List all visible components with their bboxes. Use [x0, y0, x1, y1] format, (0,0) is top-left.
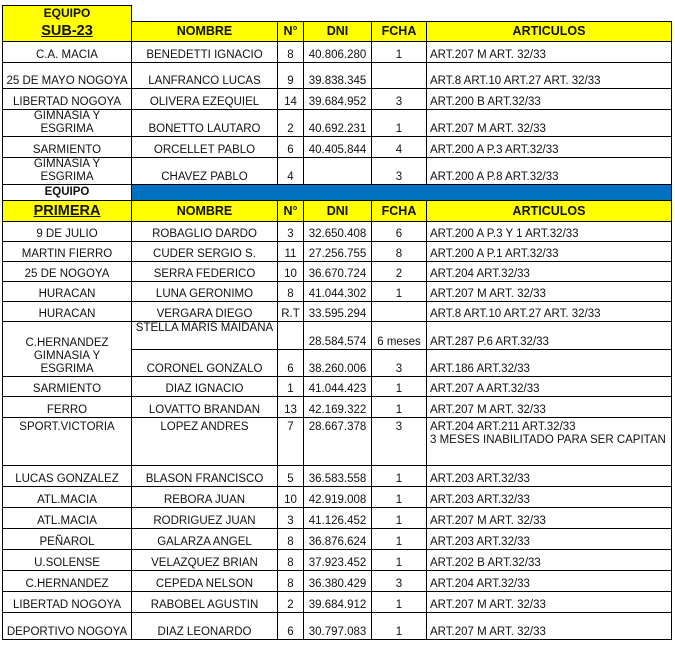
table-row — [3, 592, 672, 613]
club-cell: DEPORTIVO NOGOYA — [3, 613, 132, 640]
fcha-cell: 1 — [372, 592, 427, 613]
num-cell: 10 — [278, 262, 304, 282]
art-cell: ART.202 B ART.32/33 — [427, 550, 672, 571]
fcha-cell — [372, 63, 427, 89]
club-cell: GIMNASIA Y ESGRIMA — [3, 110, 132, 137]
nombre-cell: BENEDETTI IGNACIO — [132, 42, 278, 63]
nombre-cell: RABOBEL AGUSTIN — [132, 592, 278, 613]
art-cell: ART.207 M ART. 32/33 — [427, 508, 672, 529]
art-cell: ART.207 A ART.32/33 — [427, 377, 672, 397]
art-cell: ART.200 A P.3 ART.32/33 — [427, 137, 672, 158]
dni-cell: 41.044.423 — [304, 377, 372, 397]
art-cell: ART.203 ART.32/33 — [427, 529, 672, 550]
fcha-cell: 4 — [372, 137, 427, 158]
nombre-cell: LOVATTO BRANDAN — [132, 397, 278, 418]
art-cell: ART.203 ART.32/33 — [427, 466, 672, 487]
num-cell: 8 — [278, 529, 304, 550]
num-cell: 6 — [278, 350, 304, 377]
num-cell: 7 — [278, 418, 304, 466]
num-cell: 3 — [278, 222, 304, 242]
art-cell: ART.207 M ART. 32/33 — [427, 613, 672, 640]
num-cell: 6 — [278, 613, 304, 640]
art-cell: ART.207 M ART. 32/33 — [427, 592, 672, 613]
club-cell: ATL.MACIA — [3, 487, 132, 508]
sub23-header-fcha: FCHA — [372, 22, 427, 42]
sub23-header-dni: DNI — [304, 22, 372, 42]
num-cell: 11 — [278, 242, 304, 262]
fcha-cell: 1 — [372, 613, 427, 640]
fcha-cell: 6 — [372, 222, 427, 242]
nombre-cell: GALARZA ANGEL — [132, 529, 278, 550]
dni-cell — [304, 158, 372, 185]
fcha-cell: 1 — [372, 110, 427, 137]
primera-header-num: N° — [278, 201, 304, 222]
table-row — [3, 418, 672, 466]
primera-section-title: PRIMERA — [3, 201, 132, 222]
art-cell: ART.207 M ART. 32/33 — [427, 397, 672, 418]
fcha-cell: 3 — [372, 418, 427, 466]
dni-cell: 42.919.008 — [304, 487, 372, 508]
fcha-cell: 1 — [372, 508, 427, 529]
dni-cell: 41.044.302 — [304, 282, 372, 302]
art-cell — [427, 418, 672, 466]
art-cell: ART.204 ART.32/33 — [427, 262, 672, 282]
nombre-cell: CHAVEZ PABLO — [132, 158, 278, 185]
dni-cell: 37.923.452 — [304, 550, 372, 571]
num-cell: 8 — [278, 571, 304, 592]
sub23-header-nombre: NOMBRE — [132, 22, 278, 42]
table-row — [3, 242, 672, 262]
num-cell: 13 — [278, 397, 304, 418]
num-cell: 1 — [278, 377, 304, 397]
dni-cell: 39.684.912 — [304, 592, 372, 613]
table-row — [3, 110, 672, 137]
club-cell: C.A. MACIA — [3, 42, 132, 63]
art-cell: ART.204 ART.32/33 — [427, 571, 672, 592]
nombre-cell: VERGARA DIEGO — [132, 302, 278, 322]
table-row — [3, 282, 672, 302]
sub23-equipo-label: EQUIPO — [3, 6, 132, 22]
table-row — [3, 222, 672, 242]
sub23-equipo-row — [3, 6, 672, 22]
table-row — [3, 397, 672, 418]
table-row — [3, 529, 672, 550]
primera-header-row — [3, 201, 672, 222]
table-row — [3, 302, 672, 322]
art-cell: ART.207 M ART. 32/33 — [427, 42, 672, 63]
club-cell: FERRO — [3, 397, 132, 418]
club-cell: C.HERNANDEZ — [3, 571, 132, 592]
dni-cell: 36.583.558 — [304, 466, 372, 487]
table-row — [3, 377, 672, 397]
club-cell: ATL.MACIA — [3, 508, 132, 529]
club-cell: SARMIENTO — [3, 377, 132, 397]
art-cell: ART.200 A P.8 ART.32/33 — [427, 158, 672, 185]
nombre-cell: ORCELLET PABLO — [132, 137, 278, 158]
fcha-cell: 3 — [372, 350, 427, 377]
art-cell: ART.186 ART.32/33 — [427, 350, 672, 377]
fcha-cell: 8 — [372, 242, 427, 262]
dni-cell: 36.670.724 — [304, 262, 372, 282]
num-cell: 6 — [278, 137, 304, 158]
fcha-cell: 1 — [372, 466, 427, 487]
nombre-cell: STELLA MARIS MAIDANA — [132, 322, 278, 350]
nombre-cell: CEPEDA NELSON — [132, 571, 278, 592]
nombre-cell: BONETTO LAUTARO — [132, 110, 278, 137]
dni-cell: 38.260.006 — [304, 350, 372, 377]
club-cell: 25 DE NOGOYA — [3, 262, 132, 282]
nombre-cell: CUDER SERGIO S. — [132, 242, 278, 262]
art-cell: ART.203 ART.32/33 — [427, 487, 672, 508]
club-cell: LUCAS GONZALEZ — [3, 466, 132, 487]
num-cell: 8 — [278, 42, 304, 63]
club-cell: LIBERTAD NOGOYA — [3, 89, 132, 110]
nombre-cell: VELAZQUEZ BRIAN — [132, 550, 278, 571]
table-row — [3, 466, 672, 487]
art-note: 3 MESES INABILITADO PARA SER CAPITAN — [430, 434, 666, 446]
nombre-cell: DIAZ IGNACIO — [132, 377, 278, 397]
club-cell: SARMIENTO — [3, 137, 132, 158]
art-cell: ART.207 M ART. 32/33 — [427, 282, 672, 302]
nombre-cell: LOPEZ ANDRES — [132, 418, 278, 466]
table-row — [3, 262, 672, 282]
num-cell: 8 — [278, 550, 304, 571]
nombre-cell: DIAZ LEONARDO — [132, 613, 278, 640]
primera-header-nombre: NOMBRE — [132, 201, 278, 222]
fcha-cell: 6 meses — [372, 322, 427, 350]
table-row — [3, 89, 672, 110]
dni-cell: 40.806.280 — [304, 42, 372, 63]
table-row — [3, 613, 672, 640]
club-cell: LIBERTAD NOGOYA — [3, 592, 132, 613]
fcha-cell: 1 — [372, 377, 427, 397]
table-row — [3, 487, 672, 508]
primera-header-fcha: FCHA — [372, 201, 427, 222]
club-cell: 25 DE MAYO NOGOYA — [3, 63, 132, 89]
nombre-cell: LANFRANCO LUCAS — [132, 63, 278, 89]
club-cell: HURACAN — [3, 282, 132, 302]
dni-cell: 27.256.755 — [304, 242, 372, 262]
num-cell: 8 — [278, 282, 304, 302]
dni-cell: 28.667.378 — [304, 418, 372, 466]
club-cell: C.HERNANDEZ — [3, 322, 132, 350]
dni-cell: 30.797.083 — [304, 613, 372, 640]
fcha-cell: 2 — [372, 262, 427, 282]
dni-cell: 36.876.624 — [304, 529, 372, 550]
dni-cell: 40.692.231 — [304, 110, 372, 137]
table-row — [3, 350, 672, 377]
dni-cell: 39.838.345 — [304, 63, 372, 89]
club-cell: SPORT.VICTORIA — [3, 418, 132, 466]
nombre-cell: ROBAGLIO DARDO — [132, 222, 278, 242]
club-cell: U.SOLENSE — [3, 550, 132, 571]
sanctions-sheet — [2, 5, 671, 640]
dni-cell: 40.405.844 — [304, 137, 372, 158]
table-row — [3, 63, 672, 89]
fcha-cell: 1 — [372, 529, 427, 550]
dni-cell: 33.595.294 — [304, 302, 372, 322]
num-cell: 2 — [278, 110, 304, 137]
table-row — [3, 550, 672, 571]
art-cell: ART.207 M ART. 32/33 — [427, 110, 672, 137]
num-cell: 10 — [278, 487, 304, 508]
fcha-cell: 3 — [372, 89, 427, 110]
nombre-cell: LUNA GERONIMO — [132, 282, 278, 302]
fcha-cell: 3 — [372, 158, 427, 185]
table-row — [3, 571, 672, 592]
fcha-cell: 1 — [372, 550, 427, 571]
dni-cell: 32.650.408 — [304, 222, 372, 242]
nombre-cell: SERRA FEDERICO — [132, 262, 278, 282]
fcha-cell: 3 — [372, 571, 427, 592]
art-line: ART.204 ART.211 ART.32/33 — [430, 421, 576, 433]
sub23-header-num: N° — [278, 22, 304, 42]
num-cell: 4 — [278, 158, 304, 185]
fcha-cell: 1 — [372, 282, 427, 302]
nombre-cell: RODRIGUEZ JUAN — [132, 508, 278, 529]
art-cell: ART.8 ART.10 ART.27 ART. 32/33 — [427, 302, 672, 322]
club-cell: HURACAN — [3, 302, 132, 322]
primera-header-dni: DNI — [304, 201, 372, 222]
nombre-cell: CORONEL GONZALO — [132, 350, 278, 377]
num-cell: R.T — [278, 302, 304, 322]
club-cell: PEÑAROL — [3, 529, 132, 550]
art-cell: ART.200 B ART.32/33 — [427, 89, 672, 110]
club-cell: 9 DE JULIO — [3, 222, 132, 242]
sanctions-table — [2, 5, 672, 640]
nombre-cell: BLASON FRANCISCO — [132, 466, 278, 487]
nombre-cell: OLIVERA EZEQUIEL — [132, 89, 278, 110]
dni-cell: 36.380.429 — [304, 571, 372, 592]
art-cell: ART.8 ART.10 ART.27 ART. 32/33 — [427, 63, 672, 89]
sub23-section-title: SUB-23 — [3, 22, 132, 42]
num-cell: 3 — [278, 508, 304, 529]
art-cell: ART.200 A P.3 Y 1 ART.32/33 — [427, 222, 672, 242]
table-row — [3, 322, 672, 350]
num-cell: 9 — [278, 63, 304, 89]
fcha-cell: 1 — [372, 487, 427, 508]
dni-cell: 41.126.452 — [304, 508, 372, 529]
sub23-header-row — [3, 22, 672, 42]
club-cell: GIMNASIA Y ESGRIMA — [3, 350, 132, 377]
table-row — [3, 158, 672, 185]
num-cell: 5 — [278, 466, 304, 487]
art-cell: ART.200 A P.1 ART.32/33 — [427, 242, 672, 262]
num-cell: 2 — [278, 592, 304, 613]
primera-equipo-row — [3, 185, 672, 201]
num-cell — [278, 322, 304, 350]
nombre-cell: REBORA JUAN — [132, 487, 278, 508]
art-cell: ART.287 P.6 ART.32/33 — [427, 322, 672, 350]
dni-cell: 39.684.952 — [304, 89, 372, 110]
fcha-cell — [372, 302, 427, 322]
table-row — [3, 508, 672, 529]
dni-cell: 42.169.322 — [304, 397, 372, 418]
dni-cell: 28.584.574 — [304, 322, 372, 350]
table-row — [3, 42, 672, 63]
fcha-cell: 1 — [372, 42, 427, 63]
num-cell: 14 — [278, 89, 304, 110]
club-cell: GIMNASIA Y ESGRIMA — [3, 158, 132, 185]
club-cell: MARTIN FIERRO — [3, 242, 132, 262]
table-row — [3, 137, 672, 158]
sub23-header-articulos: ARTICULOS — [427, 22, 672, 42]
primera-header-articulos: ARTICULOS — [427, 201, 672, 222]
section-divider — [132, 185, 672, 201]
fcha-cell: 1 — [372, 397, 427, 418]
primera-equipo-label: EQUIPO — [3, 185, 132, 201]
